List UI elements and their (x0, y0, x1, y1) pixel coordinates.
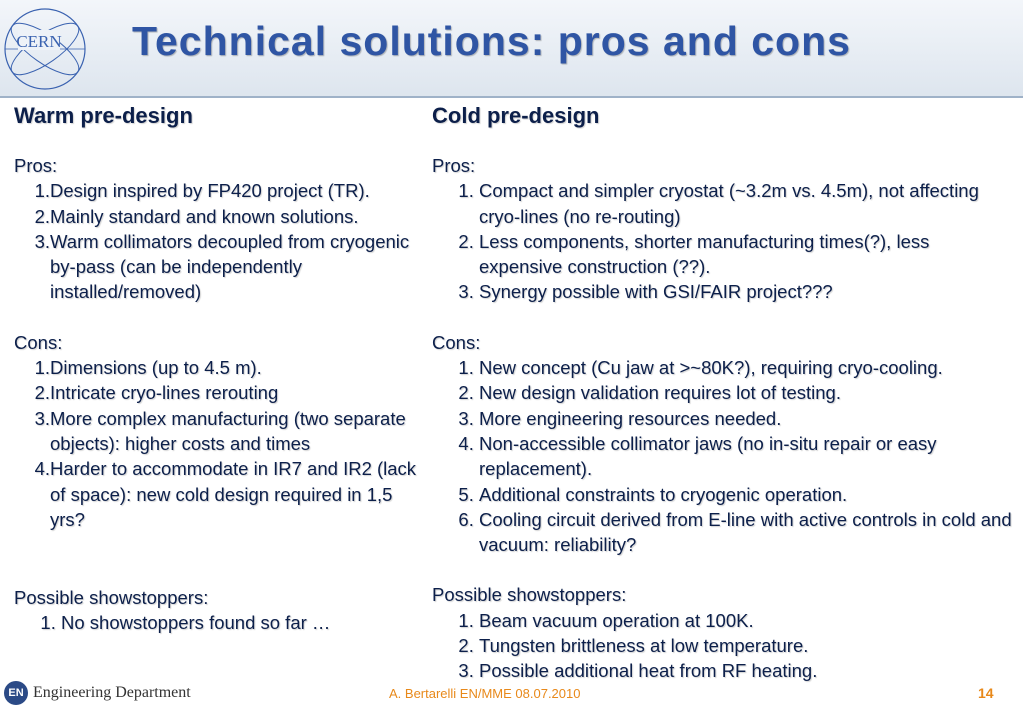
warm-showstoppers-label: Possible showstoppers: (14, 587, 209, 609)
warm-cons-list (14, 355, 422, 532)
list-item: 1. Compact and simpler cryostat (~3.2m vs. 4.5m), not affecting cryo-lines (no re-routing) (458, 180, 979, 227)
list-item: 2. Less components, shorter manufacturing times(?), less expensive construction (??). (458, 230, 930, 278)
cold-heading: Cold pre-design (432, 103, 600, 128)
list-item: 1. Beam vacuum operation at 100K. (458, 609, 754, 631)
header-divider (0, 96, 1023, 98)
warm-cons-label: Cons: (14, 331, 63, 353)
cold-cons-label: Cons: (432, 331, 481, 353)
list-item: 2. New design validation requires lot of testing. (458, 382, 841, 404)
list-item: 5. Additional constraints to cryogenic operation. (458, 483, 848, 505)
cern-logo (2, 6, 88, 92)
page-title: Technical solutions: pros and cons (132, 18, 851, 64)
warm-pros-list (14, 178, 422, 304)
list-item: 3. Possible additional heat from RF heating. (458, 660, 818, 682)
cold-cons-list (432, 355, 1017, 557)
list-item: 4. Harder to accommodate in IR7 and IR2 (lack of space): new cold design required in 1,5 yrs? (34, 458, 417, 530)
list-item: 1. New concept (Cu jaw at >~80K?), requiring cryo-cooling. (458, 357, 943, 379)
list-item: 3. Warm collimators decoupled from cryogenic by-pass (can be independently installed/removed) (34, 230, 410, 303)
page-number: 14 (978, 685, 994, 701)
list-item: 1. No showstoppers found so far … (40, 612, 331, 634)
list-item: 1. Dimensions (up to 4.5 m). (34, 357, 262, 379)
en-logo: EN (4, 681, 28, 705)
warm-showstoppers-list (14, 610, 422, 635)
list-item: 3. More engineering resources needed. (458, 407, 782, 429)
list-item: 3. More complex manufacturing (two separate objects): higher costs and times (34, 407, 406, 454)
list-item: 2. Tungsten brittleness at low temperature. (458, 635, 809, 657)
cold-showstoppers-list (432, 608, 1017, 684)
list-item: 2. Mainly standard and known solutions. (34, 205, 359, 227)
list-item: 3. Synergy possible with GSI/FAIR project??? (458, 281, 833, 303)
warm-column (14, 100, 422, 636)
cold-pros-label: Pros: (432, 155, 476, 176)
list-item: 1. Design inspired by FP420 project (TR). (34, 180, 370, 202)
footer-author: A. Bertarelli EN/MME 08.07.2010 (389, 686, 581, 701)
department-name: Engineering Department (33, 684, 191, 701)
warm-heading: Warm pre-design (14, 103, 193, 128)
list-item: 6. Cooling circuit derived from E-line with active controls in cold and vacuum: reliability? (458, 508, 1012, 556)
cold-pros-list (432, 178, 1017, 304)
list-item: 2. Intricate cryo-lines rerouting (34, 382, 279, 404)
warm-pros-label: Pros: (14, 155, 58, 176)
cern-logo-text: CERN (16, 32, 62, 51)
cold-column (432, 100, 1017, 684)
cold-showstoppers-label: Possible showstoppers: (432, 584, 627, 606)
list-item: 4. Non-accessible collimator jaws (no in-situ repair or easy replacement). (458, 432, 937, 480)
